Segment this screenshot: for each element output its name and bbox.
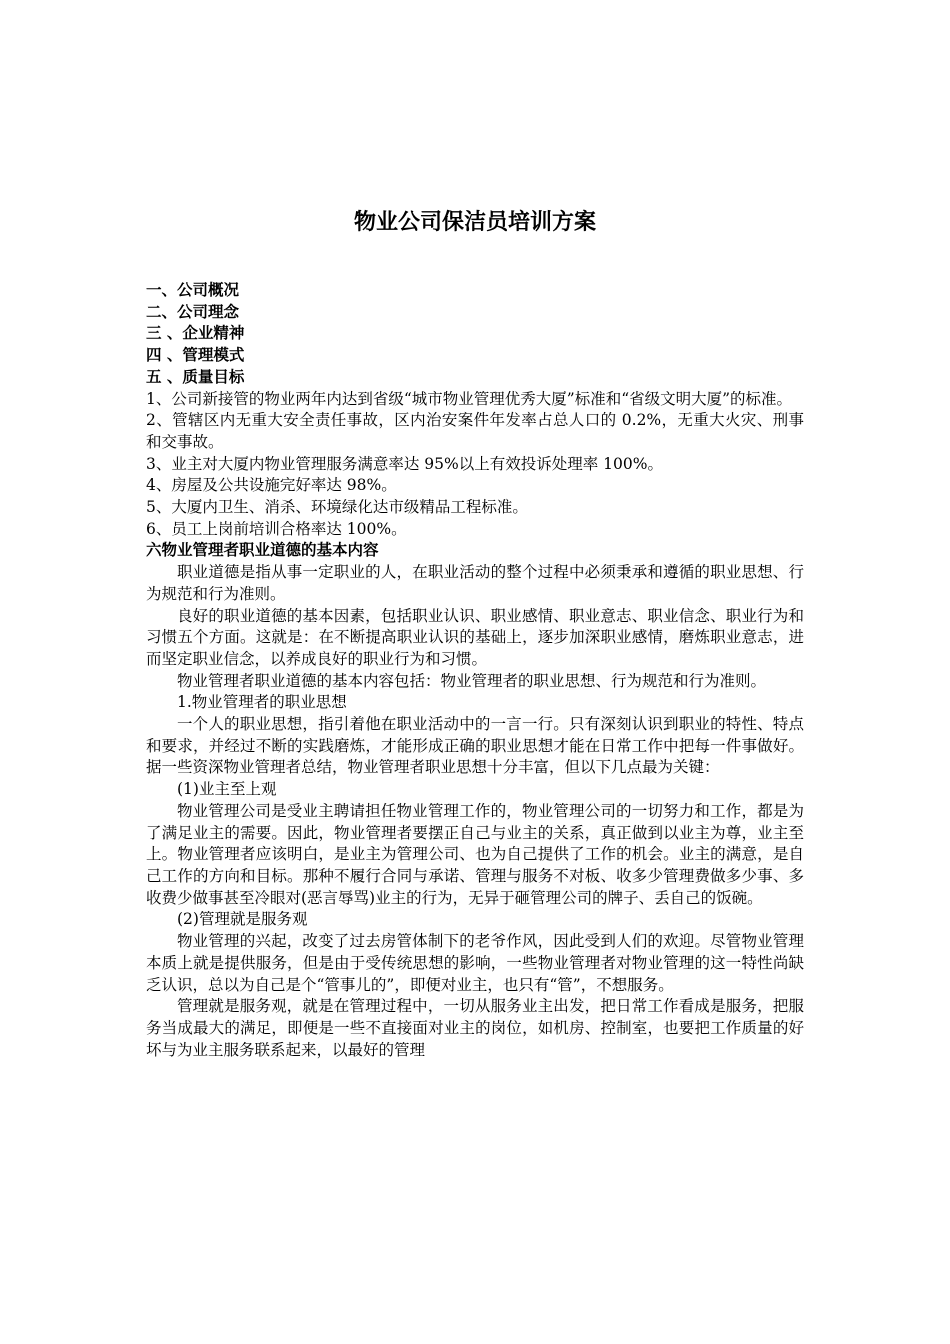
paragraph: 职业道德是指从事一定职业的人，在职业活动的整个过程中必须秉承和遵循的职业思想、行为规范和行为准则。 — [146, 563, 804, 603]
goal-item: 1、公司新接管的物业两年内达到省级“城市物业管理优秀大厦”标准和“省级文明大厦”的标准。 — [146, 389, 793, 408]
paragraph: 一个人的职业思想，指引着他在职业活动中的一言一行。只有深刻认识到职业的特性、特点和要求，并经过不断的实践磨炼，才能形成正确的职业思想才能在日常工作中把每一件事做好。据一些资深物业管理者总结，物业管理者职业思想十分丰富，但以下几点最为关键： — [146, 715, 804, 777]
subheading: (2)管理就是服务观 — [177, 910, 308, 929]
goal-item: 2、管辖区内无重大安全责任事故，区内治安案件年发率占总人口的 0.2%，无重大火灾、刑事和交事故。 — [146, 411, 804, 451]
paragraph: 物业管理公司是受业主聘请担任物业管理工作的，物业管理公司的一切努力和工作，都是为了满足业主的需要。因此，物业管理者要摆正自己与业主的关系，真正做到以业主为尊，业主至上。物业管理者应该明白，是业主为管理公司、也为自己提供了工作的机会。业主的满意，是自己工作的方向和目标。那种不履行合同与承诺、管理与服务不对板、收多少管理费做多少事、多收费少做事甚至冷眼对(恶言辱骂)业主的行为，无异于砸管理公司的牌子、丢自己的饭碗。 — [146, 801, 804, 907]
paragraph: 管理就是服务观，就是在管理过程中，一切从服务业主出发，把日常工作看成是服务，把服务当成最大的满足，即便是一些不直接面对业主的岗位，如机房、控制室，也要把工作质量的好坏与为业主服务联系起来，以最好的管理 — [146, 997, 804, 1059]
paragraph: 良好的职业道德的基本因素，包括职业认识、职业感情、职业意志、职业信念、职业行为和习惯五个方面。这就是：在不断提高职业认识的基础上，逐步加深职业感情，磨炼职业意志，进而坚定职业信念，以养成良好的职业行为和习惯。 — [146, 606, 804, 668]
heading-management-mode: 四 、管理模式 — [146, 346, 245, 365]
document-body — [146, 280, 804, 1061]
goal-item: 3、业主对大厦内物业管理服务满意率达 95%以上有效投诉处理率 100%。 — [146, 454, 663, 473]
heading-quality-goals: 五 、质量目标 — [146, 367, 245, 386]
subheading: (1)业主至上观 — [177, 780, 277, 799]
heading-enterprise-spirit: 三 、企业精神 — [146, 324, 245, 343]
subheading: 1.物业管理者的职业思想 — [177, 693, 347, 712]
document-title: 物业公司保洁员培训方案 — [353, 210, 596, 235]
goal-item: 4、房屋及公共设施完好率达 98%。 — [146, 476, 397, 495]
heading-professional-ethics: 六物业管理者职业道德的基本内容 — [146, 541, 379, 560]
paragraph: 物业管理的兴起，改变了过去房管体制下的老爷作风，因此受到人们的欢迎。尽管物业管理本质上就是提供服务，但是由于受传统思想的影响，一些物业管理者对物业管理的这一特性尚缺乏认识，总以为自己是个“管事儿的”，即便对业主，也只有“管”，不想服务。 — [146, 932, 804, 994]
goal-item: 6、员工上岗前培训合格率达 100%。 — [146, 519, 407, 538]
heading-company-overview: 一、公司概况 — [146, 281, 240, 299]
heading-company-philosophy: 二、公司理念 — [146, 302, 240, 321]
goal-item: 5、大厦内卫生、消杀、环境绿化达市级精品工程标准。 — [146, 498, 528, 517]
paragraph: 物业管理者职业道德的基本内容包括：物业管理者的职业思想、行为规范和行为准则。 — [177, 671, 767, 690]
